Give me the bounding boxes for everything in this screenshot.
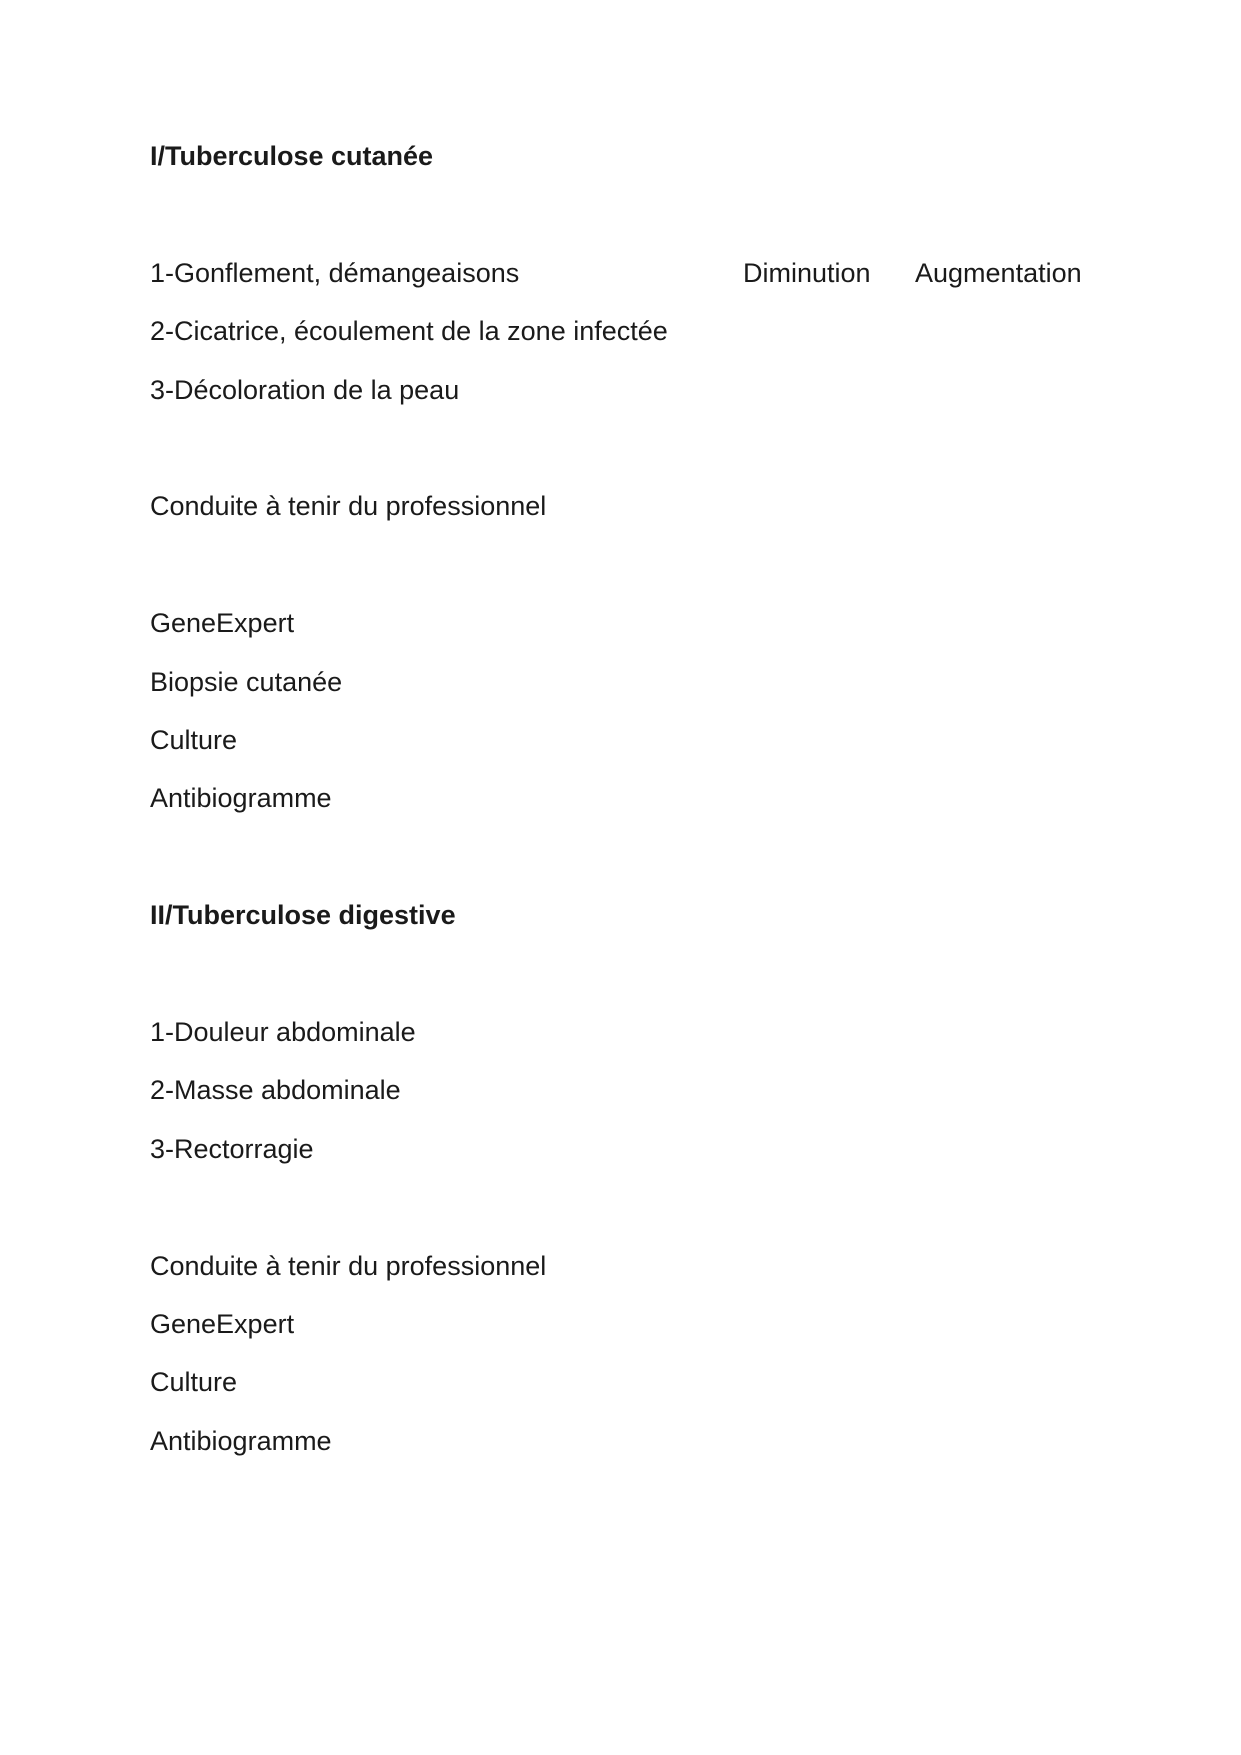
section-2-procedure-2: Culture bbox=[150, 1367, 238, 1398]
section-2-symptom-3: 3-Rectorragie bbox=[150, 1133, 314, 1164]
section-2-heading: II/Tuberculose digestive bbox=[150, 900, 456, 931]
section-1-symptom-row-1 bbox=[150, 244, 1110, 302]
section-1-procedure-1: GeneExpert bbox=[150, 608, 295, 639]
section-1-procedure-2: Biopsie cutanée bbox=[150, 666, 343, 697]
section-2-symptom-2: 2-Masse abdominale bbox=[150, 1075, 401, 1106]
column-label-augmentation: Augmentation bbox=[915, 257, 1082, 288]
column-label-diminution: Diminution bbox=[743, 257, 871, 288]
section-1-symptom-2: 2-Cicatrice, écoulement de la zone infectée bbox=[150, 316, 668, 347]
section-1-conduite-label: Conduite à tenir du professionnel bbox=[150, 491, 547, 522]
section-2-procedure-3: Antibiogramme bbox=[150, 1425, 332, 1456]
section-1-heading: I/Tuberculose cutanée bbox=[150, 141, 434, 171]
section-2-conduite-label: Conduite à tenir du professionnel bbox=[150, 1250, 547, 1281]
section-1-procedure-4: Antibiogramme bbox=[150, 783, 332, 814]
section-1-symptom-1: 1-Gonflement, démangeaisons bbox=[150, 257, 520, 288]
section-2-symptom-1: 1-Douleur abdominale bbox=[150, 1017, 416, 1048]
section-1-symptom-3: 3-Décoloration de la peau bbox=[150, 374, 460, 405]
section-1-procedure-3: Culture bbox=[150, 725, 238, 756]
section-2-procedure-1: GeneExpert bbox=[150, 1309, 295, 1340]
document-content bbox=[150, 127, 1110, 1470]
